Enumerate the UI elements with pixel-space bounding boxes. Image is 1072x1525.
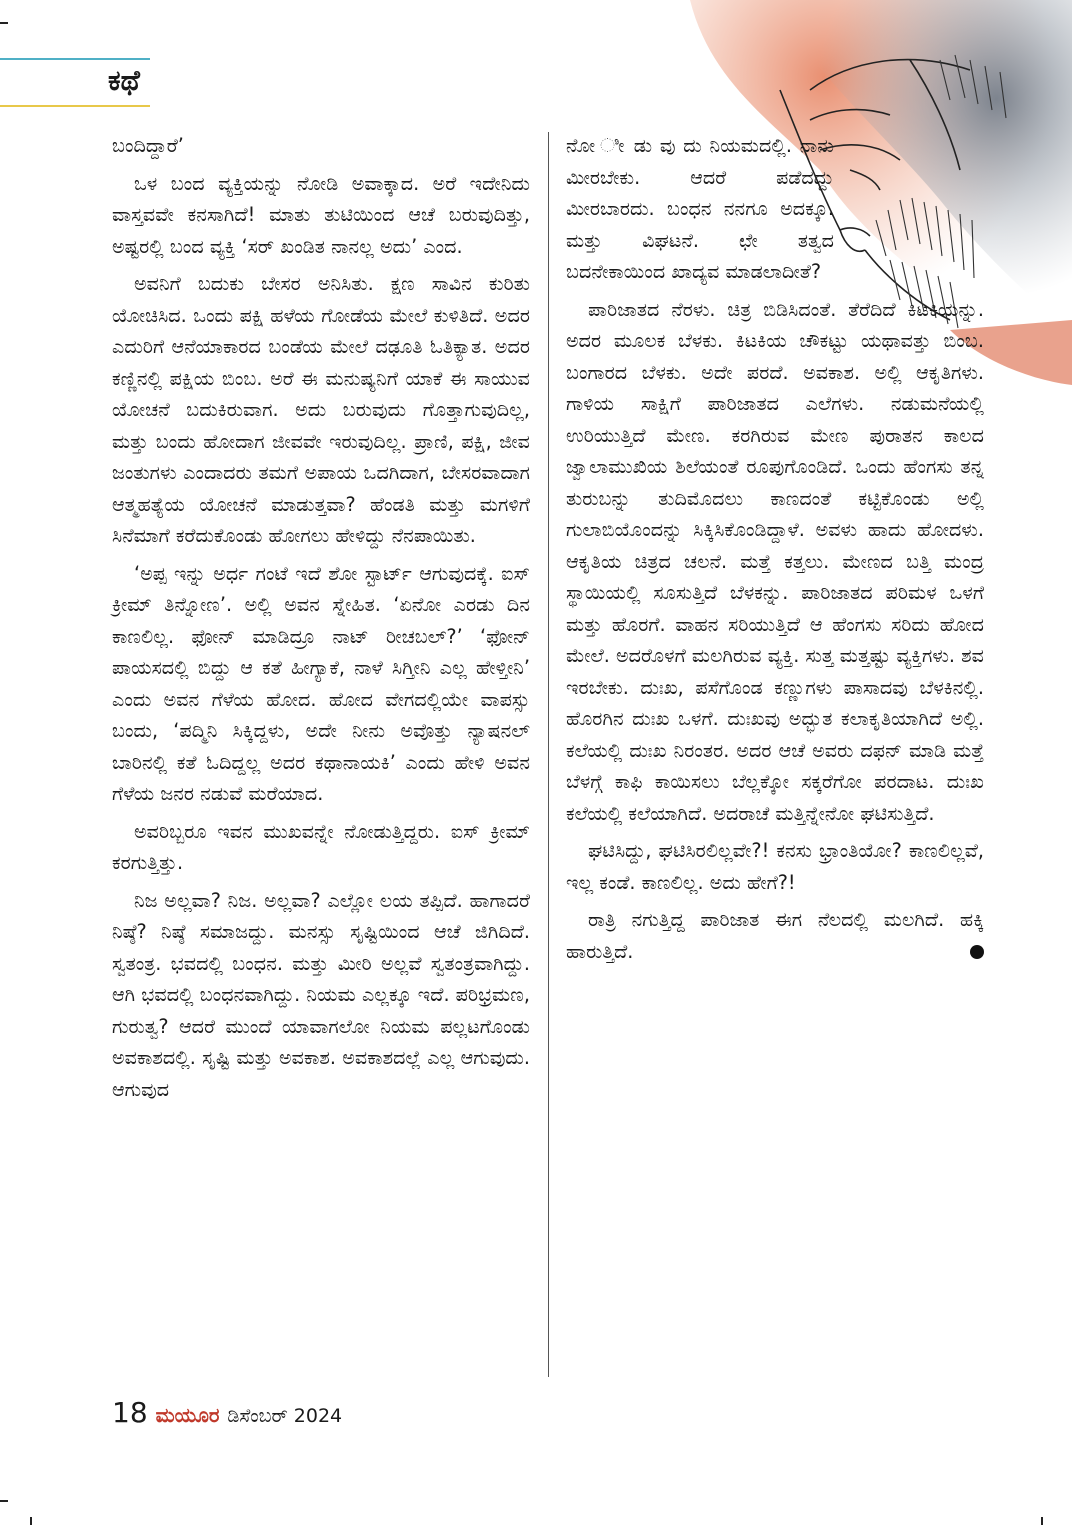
end-mark-icon xyxy=(970,945,984,959)
page-number: 18 xyxy=(112,1396,148,1429)
right-text-column xyxy=(566,130,984,973)
column-divider xyxy=(548,132,549,1377)
crop-mark xyxy=(0,1500,8,1502)
paragraph: ಘಟಿಸಿದ್ದು, ಘಟಿಸಿರಲಿಲ್ಲವೇ?! ಕನಸು ಭ್ರಾಂತಿಯೋ? ಕಾಣಲಿಲ್ಲವೆ, ಇಲ್ಲ ಕಂಡೆ. ಕಾಣಲಿಲ್ಲ. ಅದು ಹೇಗೆ?! xyxy=(566,839,984,894)
paragraph: ಒಳ ಬಂದ ವ್ಯಕ್ತಿಯನ್ನು ನೋಡಿ ಅವಾಕ್ಕಾದ. ಅರೆ ಇದೇನಿದು ವಾಸ್ತವವೇ ಕನಸಾಗಿದೆ! ಮಾತು ತುಟಿಯಿಂದ ಆಚೆ ಬರುವುದಿತ್ತು, ಅಷ್ಟರಲ್ಲಿ ಬಂದ ವ್ಯಕ್ತಿ ‘ಸರ್ ಖಂಡಿತ ನಾನಲ್ಲ ಅದು’ ಎಂದ. xyxy=(112,171,530,258)
magazine-logo: ಮಯೂರ xyxy=(155,1403,220,1427)
paragraph: ನೋ ೀ ಡು ವು ದು ನಿಯಮದಲ್ಲಿ. ನಾನು ಮೀರಬೇಕು. ಆದರೆ ಪಡೆದದ್ದು ಮೀರಬಾರದು. ಬಂಧನ ನನಗೂ ಅದಕ್ಕೂ. ಮತ್ತು ವಿಘಟನೆ. ಛೇ ತತ್ವದ ಬದನೇಕಾಯಿಂದ ಖಾದ್ಯವ ಮಾಡಲಾದೀತೆ? xyxy=(566,134,834,283)
paragraph-text: ರಾತ್ರಿ ನಗುತ್ತಿದ್ದ ಪಾರಿಜಾತ ಈಗ ನೆಲದಲ್ಲಿ ಮಲಗಿದೆ. ಹಕ್ಕಿ ಹಾರುತ್ತಿದೆ. xyxy=(566,908,984,963)
page-footer xyxy=(112,1396,342,1429)
left-text-column xyxy=(112,130,530,1111)
paragraph: ‘ಅಪ್ಪ ಇನ್ನು ಅರ್ಧ ಗಂಟೆ ಇದೆ ಶೋ ಸ್ಟಾರ್ಟ್ ಆಗುವುದಕ್ಕೆ. ಐಸ್ ಕ್ರೀಮ್ ತಿನ್ನೋಣ’. ಅಲ್ಲಿ ಅವನ ಸ್ನೇಹಿತ. ‘ಏನೋ ಎರಡು ದಿನ ಕಾಣಲಿಲ್ಲ. ಫೋನ್ ಮಾಡಿದ್ರೂ ನಾಟ್ ರೀಚಬಲ್?’ ‘ಫೋನ್ ಪಾಯಸದಲ್ಲಿ ಬಿದ್ದು ಆ ಕತೆ ಹೀಗ್ಯಾಕೆ, ನಾಳೆ ಸಿಗ್ತೀನಿ ಎಲ್ಲ ಹೇಳ್ತೀನಿ’ ಎಂದು ಅವನ ಗೆಳೆಯ ಹೋದ. ಹೋದ ವೇಗದಲ್ಲಿಯೇ ವಾಪಸ್ಸು ಬಂದು, ‘ಪದ್ಮಿನಿ ಸಿಕ್ಕಿದ್ದಳು, ಅದೇ ನೀನು ಅವೊತ್ತು ನ್ಯಾಷನಲ್ ಬಾರಿನಲ್ಲಿ ಕತೆ ಓದಿದ್ದಲ್ಲ ಅದರ ಕಥಾನಾಯಕಿ’ ಎಂದು ಹೇಳಿ ಅವನ ಗೆಳೆಯ ಜನರ ನಡುವೆ ಮರೆಯಾದ. xyxy=(112,561,530,805)
paragraph: ಅವರಿಬ್ಬರೂ ಇವನ ಮುಖವನ್ನೇ ನೋಡುತ್ತಿದ್ದರು. ಐಸ್ ಕ್ರೀಮ್ ಕರಗುತ್ತಿತ್ತು. xyxy=(112,819,530,874)
paragraph: ಬಂದಿದ್ದಾರೆ’ xyxy=(112,134,184,157)
paragraph-final xyxy=(566,904,984,967)
paragraph: ಅವನಿಗೆ ಬದುಕು ಬೇಸರ ಅನಿಸಿತು. ಕ್ಷಣ ಸಾವಿನ ಕುರಿತು ಯೋಚಿಸಿದ. ಒಂದು ಪಕ್ಷಿ ಹಳೆಯ ಗೋಡೆಯ ಮೇಲೆ ಕುಳಿತಿದೆ. ಅದರ ಎದುರಿಗೆ ಆನೆಯಾಕಾರದ ಬಂಡೆಯ ಮೇಲೆ ದಢೂತಿ ಓತಿಕ್ಯಾತ. ಅದರ ಕಣ್ಣಿನಲ್ಲಿ ಪಕ್ಷಿಯ ಬಿಂಬ. ಅರೆ ಈ ಮನುಷ್ಯನಿಗೆ ಯಾಕೆ ಈ ಸಾಯುವ ಯೋಚನೆ ಬದುಕಿರುವಾಗ. ಅದು ಬರುವುದು ಗೊತ್ತಾಗುವುದಿಲ್ಲ, ಮತ್ತು ಬಂದು ಹೋದಾಗ ಜೀವವೇ ಇರುವುದಿಲ್ಲ. ಪ್ರಾಣಿ, ಪಕ್ಷಿ, ಜೀವ ಜಂತುಗಳು ಎಂದಾದರು ತಮಗೆ ಅಪಾಯ ಒದಗಿದಾಗ, ಬೇಸರವಾದಾಗ ಆತ್ಮಹತ್ಯೆಯ ಯೋಚನೆ ಮಾಡುತ್ತವಾ? ಹೆಂಡತಿ ಮತ್ತು ಮಗಳಿಗೆ ಸಿನೆಮಾಗೆ ಕರೆದುಕೊಂಡು ಹೋಗಲು ಹೇಳಿದ್ದು ನೆನಪಾಯಿತು. xyxy=(112,272,530,547)
header-accent-line-top xyxy=(0,58,150,60)
paragraph: ಪಾರಿಜಾತದ ನೆರಳು. ಚಿತ್ರ ಬಿಡಿಸಿದಂತೆ. ತೆರೆದಿದೆ ಕಿಟಕಿಯನ್ನು. ಅದರ ಮೂಲಕ ಬೆಳಕು. ಕಿಟಕಿಯ ಚೌಕಟ್ಟು ಯಥಾವತ್ತು ಬಿಂಬ. ಬಂಗಾರದ ಬೆಳಕು. ಅದೇ ಪರದೆ. ಅವಕಾಶ. ಅಲ್ಲಿ ಆಕೃತಿಗಳು. ಗಾಳಿಯ ಸಾಕ್ಷಿಗೆ ಪಾರಿಜಾತದ ಎಲೆಗಳು. ನಡುಮನೆಯಲ್ಲಿ ಉರಿಯುತ್ತಿದೆ ಮೇಣ. ಕರಗಿರುವ ಮೇಣ ಪುರಾತನ ಕಾಲದ ಜ್ವಾಲಾಮುಖಿಯ ಶಿಲೆಯಂತೆ ರೂಪುಗೊಂಡಿದೆ. ಒಂದು ಹೆಂಗಸು ತನ್ನ ತುರುಬನ್ನು ತುದಿಮೊದಲು ಕಾಣದಂತೆ ಕಟ್ಟಿಕೊಂಡು ಅಲ್ಲಿ ಗುಲಾಬಿಯೊಂದನ್ನು ಸಿಕ್ಕಿಸಿಕೊಂಡಿದ್ದಾಳೆ. ಅವಳು ಹಾದು ಹೋದಳು. ಆಕೃತಿಯ ಚಿತ್ರದ ಚಲನೆ. ಮತ್ತೆ ಕತ್ತಲು. ಮೇಣದ ಬತ್ತಿ ಮಂದ್ರ ಸ್ಥಾಯಿಯಲ್ಲಿ ಸೂಸುತ್ತಿದೆ ಬೆಳಕನ್ನು. ಪಾರಿಜಾತದ ಪರಿಮಳ ಒಳಗೆ ಮತ್ತು ಹೊರಗೆ. ವಾಹನ ಸರಿಯುತ್ತಿದೆ ಆ ಹೆಂಗಸು ಸರಿದು ಹೋದ ಮೇಲೆ. ಅದರೊಳಗೆ ಮಲಗಿರುವ ವ್ಯಕ್ತಿ. ಸುತ್ತ ಮತ್ತಷ್ಟು ವ್ಯಕ್ತಿಗಳು. ಶವ ಇರಬೇಕು. ದುಃಖ, ಪಸೆಗೊಂಡ ಕಣ್ಣುಗಳು ಪಾಸಾದವು ಬೆಳಕಿನಲ್ಲಿ. ಹೊರಗಿನ ದುಃಖ ಒಳಗೆ. ದುಃಖವು ಅದ್ಭುತ ಕಲಾಕೃತಿಯಾಗಿದೆ ಅಲ್ಲಿ. ಕಲೆಯಲ್ಲಿ ದುಃಖ ನಿರಂತರ. ಅದರ ಆಚೆ ಅವರು ದಫನ್ ಮಾಡಿ ಮತ್ತೆ ಬೆಳಗ್ಗೆ ಕಾಫಿ ಕಾಯಿಸಲು ಬೆಲ್ಲಕ್ಕೋ ಸಕ್ಕರೆಗೋ ಪರದಾಟ. ದುಃಖ ಕಲೆಯಲ್ಲಿ ಕಲೆಯಾಗಿದೆ. ಅದರಾಚೆ ಮತ್ತಿನ್ನೇನೋ ಘಟಿಸುತ್ತಿದೆ. xyxy=(566,297,984,825)
issue-date: ಡಿಸೆಂಬರ್ 2024 xyxy=(227,1405,343,1427)
section-label: ಕಥೆ xyxy=(108,64,140,97)
paragraph: ನಿಜ ಅಲ್ಲವಾ? ನಿಜ. ಅಲ್ಲವಾ? ಎಲ್ಲೋ ಲಯ ತಪ್ಪಿದೆ. ಹಾಗಾದರೆ ನಿಷ್ಠೆ? ನಿಷ್ಠೆ ಸಮಾಜದ್ದು. ಮನಸ್ಸು ಸೃಷ್ಟಿಯಿಂದ ಆಚೆ ಜಿಗಿದಿದೆ. ಸ್ವತಂತ್ರ. ಭವದಲ್ಲಿ ಬಂಧನ. ಮತ್ತು ಮೀರಿ ಅಲ್ಲವೆ ಸ್ವತಂತ್ರವಾಗಿದ್ದು. ಆಗಿ ಭವದಲ್ಲಿ ಬಂಧನವಾಗಿದ್ದು. ನಿಯಮ ಎಲ್ಲಕ್ಕೂ ಇದೆ. ಪರಿಭ್ರಮಣ, ಗುರುತ್ವ? ಆದರೆ ಮುಂದೆ ಯಾವಾಗಲೋ ನಿಯಮ ಪಲ್ಲಟಗೊಂಡು ಅವಕಾಶದಲ್ಲಿ. ಸೃಷ್ಟಿ ಮತ್ತು ಅವಕಾಶ. ಅವಕಾಶದಲ್ಲೆ ಎಲ್ಲ ಆಗುವುದು. ಆಗುವುದ xyxy=(112,888,530,1101)
crop-mark xyxy=(1041,1517,1043,1525)
header-accent-line-bottom xyxy=(0,105,150,107)
crop-mark xyxy=(30,1517,32,1525)
crop-mark xyxy=(0,22,8,24)
